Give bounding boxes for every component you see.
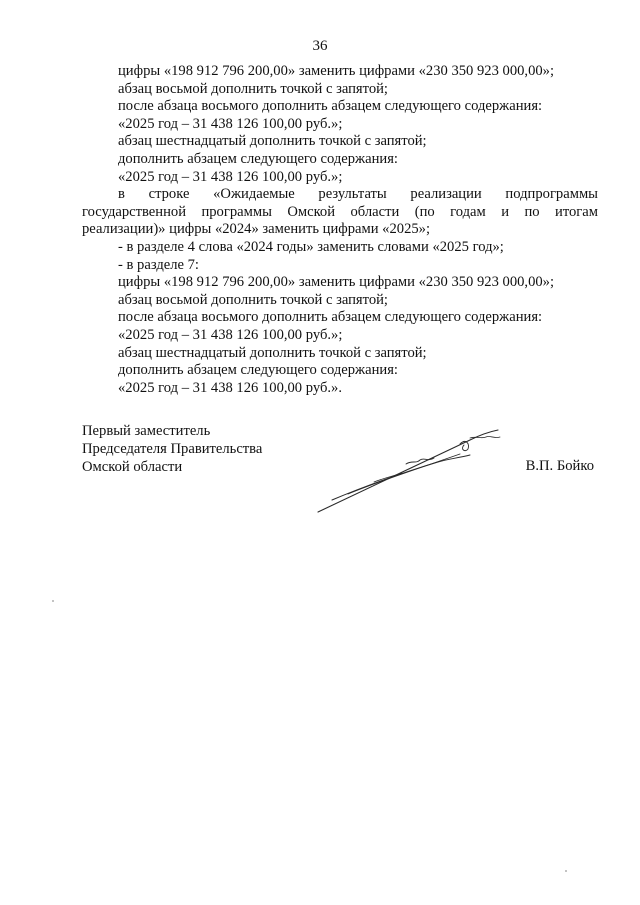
body-line: «2025 год – 31 438 126 100,00 руб.»; [118,115,343,132]
body-line: «2025 год – 31 438 126 100,00 руб.». [118,379,342,396]
body-line: абзац восьмой дополнить точкой с запятой; [118,291,388,308]
signatory-title-line: Первый заместитель [82,423,211,439]
body-line: цифры «198 912 796 200,00» заменить цифрами «230 350 923 000,00»; [118,274,555,291]
body-line: - в разделе 4 слова «2024 годы» заменить словами «2025 год»; [118,238,504,255]
signatory-title-line: Председателя Правительства [82,441,263,457]
body-line: после абзаца восьмого дополнить абзацем следующего содержания: [118,309,543,326]
document-body [82,63,598,397]
body-line: абзац шестнадцатый дополнить точкой с запятой; [118,344,427,361]
body-line: дополнить абзацем следующего содержания: [118,150,398,167]
body-line: - в разделе 7: [118,256,199,273]
body-line: в строке «Ожидаемые результаты реализации подпрограммы [118,186,598,203]
body-line: после абзаца восьмого дополнить абзацем следующего содержания: [118,98,543,115]
scan-speck [565,870,567,872]
body-line: цифры «198 912 796 200,00» заменить цифрами «230 350 923 000,00»; [118,63,555,79]
signer-name: В.П. Бойко [525,458,594,474]
page-number: 36 [312,38,328,54]
handwritten-signature [310,418,510,518]
scan-speck [52,600,54,602]
signature-stroke [332,455,470,500]
signatory-title-line: Омской области [82,459,183,475]
body-line: абзац шестнадцатый дополнить точкой с запятой; [118,133,427,150]
body-line: «2025 год – 31 438 126 100,00 руб.»; [118,168,343,185]
body-line: государственной программы Омской области (по годам и по итогам [82,203,598,220]
body-line: реализации)» цифры «2024» заменить цифрами «2025»; [82,221,431,238]
body-line: дополнить абзацем следующего содержания: [118,362,398,379]
signature-stroke [374,473,402,482]
signatory-title [82,422,262,476]
body-line: абзац восьмой дополнить точкой с запятой; [118,80,388,97]
body-line: «2025 год – 31 438 126 100,00 руб.»; [118,326,343,343]
signature-stroke [348,454,460,494]
